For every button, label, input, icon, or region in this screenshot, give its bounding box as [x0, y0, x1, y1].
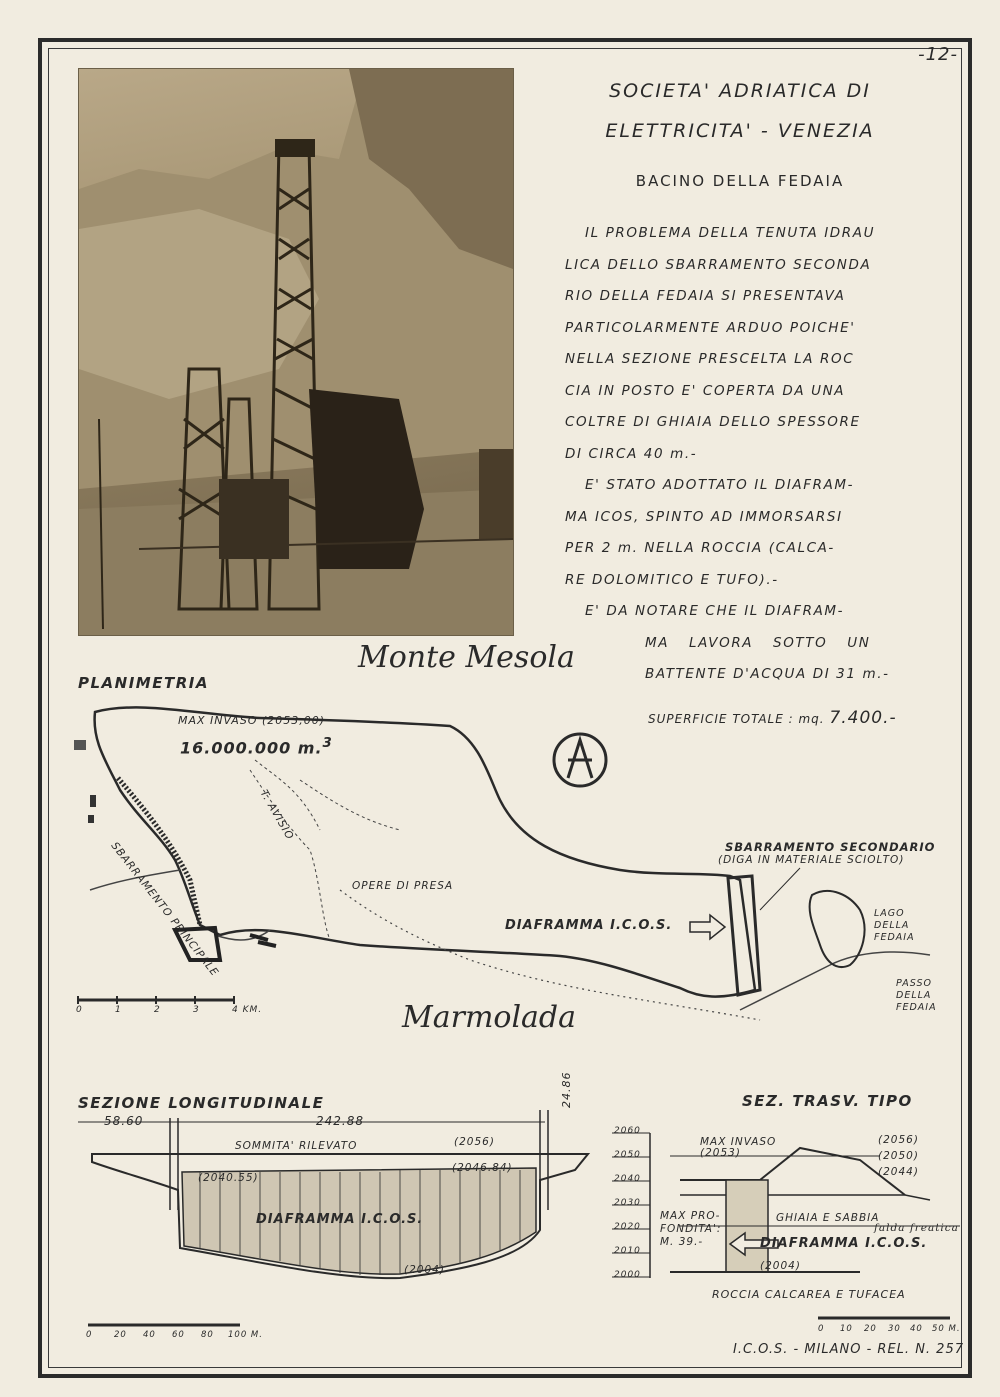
long-scale-4: 80	[201, 1330, 214, 1340]
dim-right: 24.86	[560, 1071, 573, 1108]
axis-2050: 2050	[614, 1150, 641, 1160]
diaframma-arrow	[690, 915, 725, 939]
max-invaso-trasv: MAX INVASO	[700, 1136, 777, 1148]
elev-2040: (2040.55)	[198, 1172, 259, 1184]
volume-label	[180, 736, 333, 757]
axis-2030: 2030	[614, 1198, 641, 1208]
passo-label	[896, 978, 937, 1014]
description-line: RE DOLOMITICO E TUFO).-	[565, 571, 779, 588]
marmolada-label: Marmolada	[402, 1000, 577, 1035]
diaframma-long-label: DIAFRAMMA I.C.O.S.	[256, 1212, 424, 1227]
company-name-line2: ELETTRICITA' - VENEZIA	[605, 120, 875, 142]
description-line: COLTRE DI GHIAIA DELLO SPESSORE	[565, 414, 861, 430]
map-scale-label-1: 1	[115, 1005, 122, 1015]
elev-2004: (2004)	[404, 1264, 445, 1276]
longitudinal-title: SEZIONE LONGITUDINALE	[78, 1094, 325, 1112]
dim-main: 242.88	[316, 1114, 364, 1128]
max-prof-line: M. 39.-	[660, 1236, 704, 1248]
diaframma-trasv-label: DIAFRAMMA I.C.O.S.	[760, 1236, 928, 1251]
description-line: CIA IN POSTO E' COPERTA DA UNA	[565, 382, 846, 399]
trasv-scale-3: 30	[888, 1324, 901, 1334]
long-scale-2: 40	[143, 1330, 156, 1340]
building-block	[88, 815, 94, 823]
passo-line: DELLA	[896, 990, 932, 1001]
elev-2046: (2046.84)	[452, 1162, 513, 1174]
lago-line: DELLA	[874, 920, 910, 931]
sbarramento-principale-label: SBARRAMENTO PRINCIPALE	[108, 840, 221, 979]
max-invaso-label: MAX INVASO (2053,00)	[178, 714, 326, 727]
lago-line: LAGO	[874, 908, 905, 919]
volume-value: 16.000.000 m.	[180, 738, 323, 758]
trasv-scale-1: 10	[840, 1324, 853, 1334]
description-line: PER 2 m. NELLA ROCCIA (CALCA-	[565, 540, 835, 556]
trasv-2044: (2044)	[878, 1166, 919, 1178]
trasv-scale-2: 20	[864, 1324, 877, 1334]
diga-label: (DIGA IN MATERIALE SCIOLTO)	[718, 854, 905, 866]
trasv-scale-5: 50 M.	[932, 1324, 961, 1334]
diaframma-plan-label: DIAFRAMMA I.C.O.S.	[505, 918, 673, 933]
trasv-scale-4: 40	[910, 1324, 923, 1334]
max-profondita-label	[660, 1210, 721, 1249]
secondary-dam	[728, 876, 760, 995]
transverse-title: SEZ. TRASV. TIPO	[742, 1092, 913, 1110]
max-prof-line: FONDITA':	[660, 1223, 722, 1235]
description-line: NELLA SEZIONE PRESCELTA LA ROC	[565, 351, 855, 367]
lago-label	[874, 908, 915, 944]
map-scale-label-2: 2	[154, 1005, 161, 1015]
basin-title: BACINO DELLA FEDAIA	[635, 172, 845, 190]
opere-di-presa-label: OPERE DI PRESA	[352, 880, 454, 892]
dim-left: 58.60	[104, 1114, 144, 1128]
long-scale-5: 100 M.	[228, 1330, 263, 1340]
trasv-2004: (2004)	[760, 1260, 801, 1272]
description-line: IL PROBLEMA DELLA TENUTA IDRAU	[585, 225, 876, 241]
building-block	[74, 740, 86, 750]
map-scale-label-3: 3	[193, 1005, 200, 1015]
description-line: E' DA NOTARE CHE IL DIAFRAM-	[585, 603, 845, 619]
avisio-label: T. AVISIO	[257, 788, 296, 843]
description-line: LICA DELLO SBARRAMENTO SECONDA	[565, 256, 872, 273]
footer-reference: I.C.O.S. - MILANO - REL. N. 257	[732, 1342, 964, 1357]
description-line: MA LAVORA SOTTO UN	[645, 634, 871, 651]
roccia-label: ROCCIA CALCAREA E TUFACEA	[712, 1288, 906, 1301]
map-scale-label-4: 4 KM.	[232, 1005, 263, 1015]
leader-line	[760, 868, 800, 910]
description-line: DI CIRCA 40 m.-	[565, 445, 698, 462]
max-invaso-trasv-elev: (2053)	[700, 1147, 741, 1159]
axis-2010: 2010	[614, 1246, 641, 1256]
axis-2000: 2000	[614, 1270, 641, 1280]
trasv-scale-0: 0	[818, 1324, 825, 1334]
elev-2056: (2056)	[454, 1136, 495, 1148]
planimetria-title: PLANIMETRIA	[78, 674, 209, 692]
sommita-label: SOMMITA' RILEVATO	[235, 1140, 358, 1152]
axis-2040: 2040	[614, 1174, 641, 1184]
volume-exponent: 3	[322, 736, 333, 751]
description-line: BATTENTE D'ACQUA DI 31 m.-	[645, 666, 890, 682]
description-line: RIO DELLA FEDAIA SI PRESENTAVA	[565, 288, 846, 304]
long-scale-0: 0	[86, 1330, 93, 1340]
passo-line: PASSO	[896, 978, 932, 989]
map-scale-label-0: 0	[76, 1005, 83, 1015]
ghiaia-label: GHIAIA E SABBIA	[776, 1212, 880, 1224]
long-scale-1: 20	[114, 1330, 127, 1340]
total-surface-label: SUPERFICIE TOTALE : mq.	[648, 712, 825, 726]
trasv-2050: (2050)	[878, 1150, 919, 1162]
lago-line: FEDAIA	[874, 932, 915, 943]
long-scale-3: 60	[172, 1330, 185, 1340]
passo-line: FEDAIA	[896, 1002, 937, 1013]
description-line: MA ICOS, SPINTO AD IMMORSARSI	[565, 508, 843, 525]
ground-line	[680, 1195, 930, 1200]
page-number: -12-	[918, 44, 958, 65]
sbarramento-secondario-label: SBARRAMENTO SECONDARIO	[725, 840, 936, 854]
description-line: E' STATO ADOTTATO IL DIAFRAM-	[585, 477, 855, 493]
falda-label: falda freatica	[874, 1222, 959, 1234]
description-line: PARTICOLARMENTE ARDUO POICHE'	[565, 319, 856, 336]
company-name-line1: SOCIETA' ADRIATICA DI	[609, 80, 871, 102]
trasv-2056: (2056)	[878, 1134, 919, 1146]
monte-mesola-label: Monte Mesola	[358, 640, 575, 675]
axis-2020: 2020	[614, 1222, 641, 1232]
total-surface-value: 7.400.-	[829, 708, 897, 728]
building-block	[90, 795, 96, 807]
axis-2060: 2060	[614, 1126, 641, 1136]
max-prof-line: MAX PRO-	[660, 1210, 721, 1222]
